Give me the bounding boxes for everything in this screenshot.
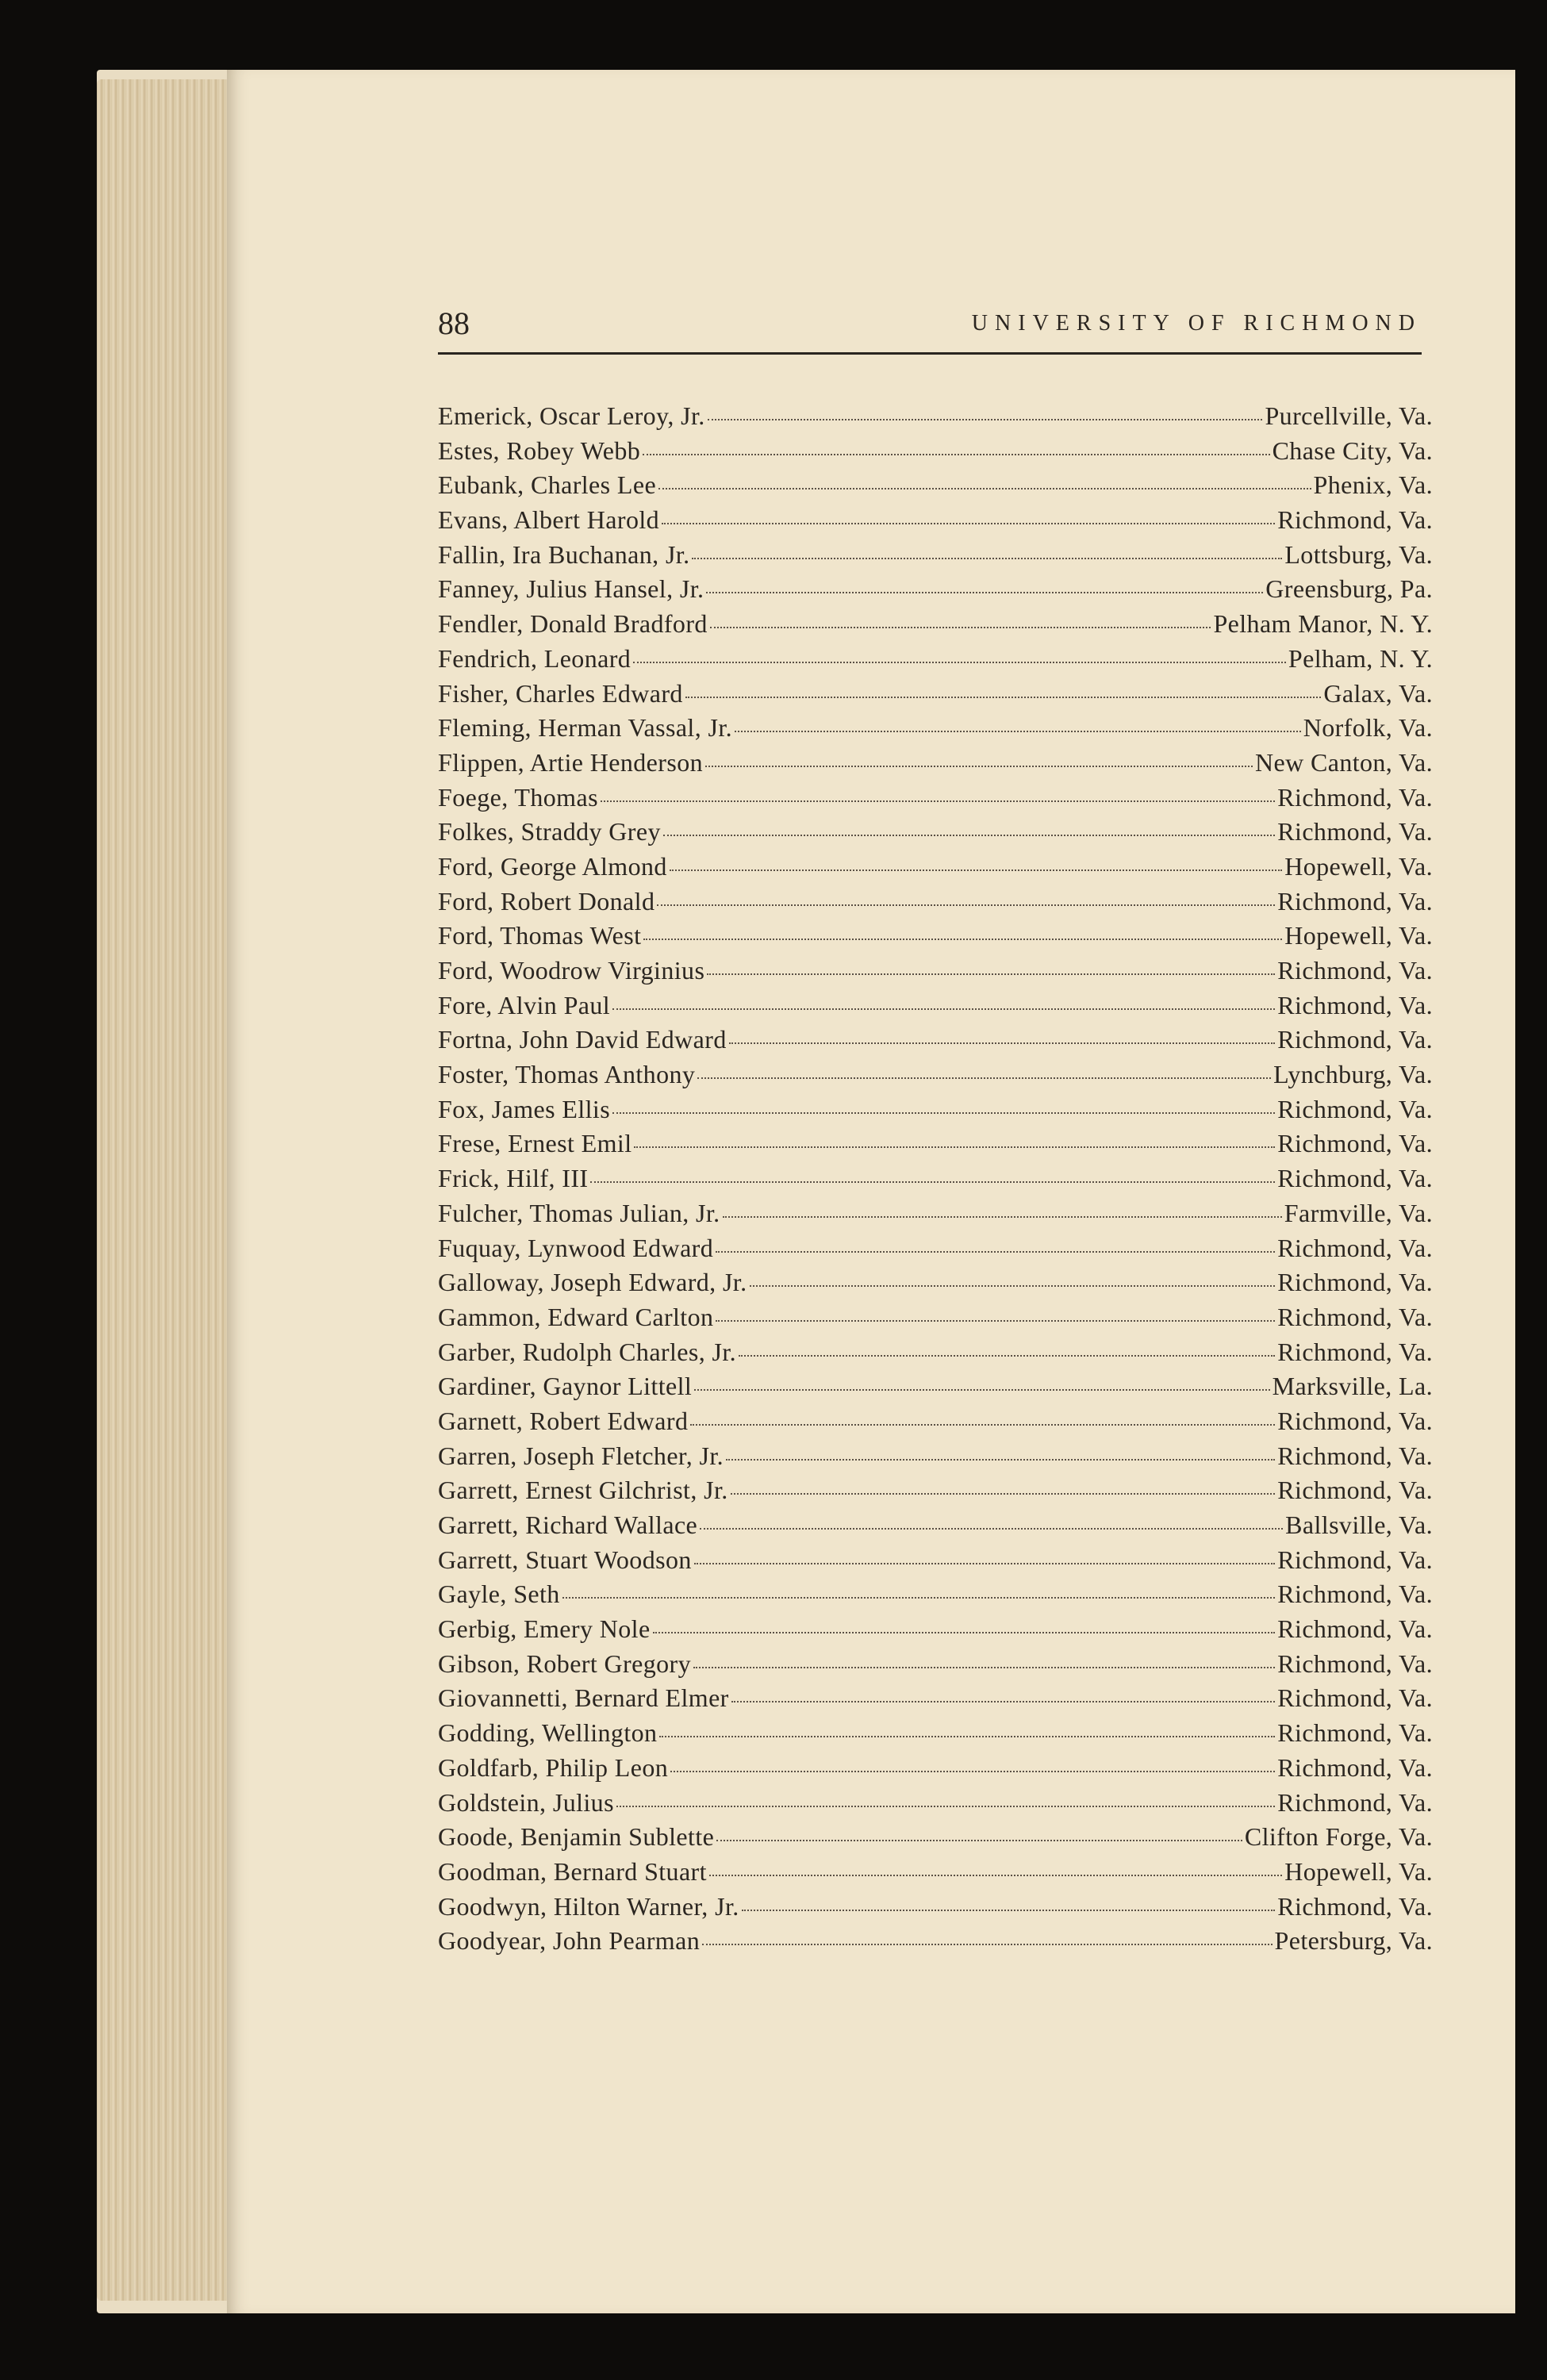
dot-leader xyxy=(590,1181,1275,1183)
roster-entry xyxy=(438,1718,1433,1753)
dot-leader xyxy=(705,766,1253,767)
hometown: Marksville, La. xyxy=(1272,1372,1433,1401)
dot-leader xyxy=(697,1077,1271,1079)
dot-leader xyxy=(706,592,1263,593)
dot-leader xyxy=(643,454,1269,455)
hometown: Lynchburg, Va. xyxy=(1273,1060,1433,1089)
dot-leader xyxy=(612,1008,1275,1010)
hometown: Richmond, Va. xyxy=(1277,1787,1433,1817)
dot-leader xyxy=(690,1424,1275,1426)
dot-leader xyxy=(634,1146,1275,1148)
hometown: Norfolk, Va. xyxy=(1303,713,1433,743)
hometown: Purcellville, Va. xyxy=(1265,401,1433,430)
dot-leader xyxy=(663,835,1275,836)
dot-leader xyxy=(612,1112,1275,1114)
hometown: Richmond, Va. xyxy=(1277,1025,1433,1054)
hometown: Lottsburg, Va. xyxy=(1284,539,1433,569)
hometown: New Canton, Va. xyxy=(1254,747,1433,777)
dot-leader xyxy=(735,731,1301,732)
dot-leader xyxy=(659,1736,1275,1737)
roster-entry xyxy=(438,1545,1433,1580)
roster-entry xyxy=(438,1788,1433,1823)
student-name: Garrett, Stuart Woodson xyxy=(438,1545,692,1574)
dot-leader xyxy=(710,627,1211,628)
hometown: Richmond, Va. xyxy=(1277,1441,1433,1470)
student-name: Frese, Ernest Emil xyxy=(438,1129,632,1158)
student-name: Goode, Benjamin Sublette xyxy=(438,1822,715,1852)
hometown: Richmond, Va. xyxy=(1277,1233,1433,1262)
roster-entry xyxy=(438,609,1433,644)
student-name: Galloway, Joseph Edward, Jr. xyxy=(438,1268,747,1297)
roster-entry xyxy=(438,748,1433,783)
roster-entry xyxy=(438,1407,1433,1441)
hometown: Phenix, Va. xyxy=(1313,470,1433,500)
student-name: Gammon, Edward Carlton xyxy=(438,1302,714,1331)
roster-entry xyxy=(438,540,1433,575)
dot-leader xyxy=(709,1875,1282,1876)
student-name: Garrett, Richard Wallace xyxy=(438,1511,698,1539)
dot-leader xyxy=(707,973,1275,975)
student-name: Emerick, Oscar Leroy, Jr. xyxy=(438,401,705,430)
roster-entry xyxy=(438,1199,1433,1234)
student-name: Giovannetti, Bernard Elmer xyxy=(438,1683,729,1713)
student-name: Fore, Alvin Paul xyxy=(438,990,611,1019)
hometown: Richmond, Va. xyxy=(1277,505,1433,535)
dot-leader xyxy=(643,939,1282,940)
dot-leader xyxy=(731,1701,1276,1702)
student-name: Goldstein, Julius xyxy=(438,1787,614,1817)
hometown: Richmond, Va. xyxy=(1277,1302,1433,1331)
hometown: Ballsville, Va. xyxy=(1285,1511,1433,1539)
hometown: Richmond, Va. xyxy=(1277,1718,1433,1748)
roster-entry xyxy=(438,1234,1433,1269)
dot-leader xyxy=(633,662,1286,663)
roster-entry xyxy=(438,1060,1433,1095)
dot-leader xyxy=(702,1944,1272,1945)
student-name: Fleming, Herman Vassal, Jr. xyxy=(438,713,733,743)
roster-entry xyxy=(438,1268,1433,1303)
roster-entry xyxy=(438,887,1433,922)
dot-leader xyxy=(685,697,1322,698)
roster-entry xyxy=(438,1614,1433,1649)
dot-leader xyxy=(723,1216,1282,1218)
hometown: Richmond, Va. xyxy=(1277,1614,1433,1644)
roster-entry xyxy=(438,1372,1433,1407)
student-name: Ford, Thomas West xyxy=(438,921,642,950)
dot-leader xyxy=(694,1389,1269,1391)
roster-entry xyxy=(438,1649,1433,1684)
roster-entry xyxy=(438,1476,1433,1511)
hometown: Richmond, Va. xyxy=(1277,1164,1433,1193)
hometown: Richmond, Va. xyxy=(1277,1649,1433,1678)
roster-entry xyxy=(438,679,1433,714)
student-name: Garren, Joseph Fletcher, Jr. xyxy=(438,1441,724,1470)
roster-entry xyxy=(438,1025,1433,1060)
student-name: Estes, Robey Webb xyxy=(438,436,641,465)
roster-entry xyxy=(438,1095,1433,1130)
dot-leader xyxy=(731,1493,1276,1495)
roster-entry xyxy=(438,1683,1433,1718)
hometown: Hopewell, Va. xyxy=(1284,921,1433,950)
roster-entry xyxy=(438,1857,1433,1892)
hometown: Petersburg, Va. xyxy=(1274,1926,1433,1956)
dot-leader xyxy=(694,1563,1276,1564)
dot-leader xyxy=(739,1355,1275,1357)
hometown: Richmond, Va. xyxy=(1277,1752,1433,1782)
hometown: Richmond, Va. xyxy=(1277,1545,1433,1574)
student-name: Fox, James Ellis xyxy=(438,1094,611,1123)
hometown: Richmond, Va. xyxy=(1277,1094,1433,1123)
roster-entry xyxy=(438,1303,1433,1338)
student-name: Fisher, Charles Edward xyxy=(438,678,683,708)
roster-entry xyxy=(438,1511,1433,1545)
roster-entry xyxy=(438,1580,1433,1614)
hometown: Richmond, Va. xyxy=(1277,1268,1433,1297)
student-name: Gayle, Seth xyxy=(438,1580,560,1609)
roster-entry xyxy=(438,574,1433,609)
dot-leader xyxy=(670,869,1282,871)
hometown: Richmond, Va. xyxy=(1277,1476,1433,1505)
roster-entry xyxy=(438,1892,1433,1927)
student-name: Fendler, Donald Bradford xyxy=(438,609,708,639)
student-name: Goodman, Bernard Stuart xyxy=(438,1856,707,1886)
dot-leader xyxy=(708,419,1263,420)
roster-entry xyxy=(438,956,1433,991)
student-name: Fulcher, Thomas Julian, Jr. xyxy=(438,1198,720,1227)
running-title: UNIVERSITY OF RICHMOND xyxy=(971,311,1422,336)
hometown: Chase City, Va. xyxy=(1272,436,1433,465)
dot-leader xyxy=(692,558,1282,559)
student-name: Gerbig, Emery Nole xyxy=(438,1614,651,1644)
student-roster xyxy=(438,401,1433,1961)
hometown: Hopewell, Va. xyxy=(1284,1856,1433,1886)
dot-leader xyxy=(616,1806,1275,1807)
roster-entry xyxy=(438,852,1433,887)
hometown: Farmville, Va. xyxy=(1284,1198,1433,1227)
page-edges xyxy=(97,79,230,2301)
student-name: Eubank, Charles Lee xyxy=(438,470,657,500)
roster-entry xyxy=(438,401,1433,436)
dot-leader xyxy=(700,1528,1283,1530)
roster-entry xyxy=(438,1926,1433,1961)
roster-entry xyxy=(438,1164,1433,1199)
dot-leader xyxy=(653,1632,1276,1633)
hometown: Richmond, Va. xyxy=(1277,886,1433,916)
student-name: Flippen, Artie Henderson xyxy=(438,747,703,777)
student-name: Goodwyn, Hilton Warner, Jr. xyxy=(438,1891,739,1921)
roster-entry xyxy=(438,991,1433,1026)
student-name: Gibson, Robert Gregory xyxy=(438,1649,691,1678)
roster-entry xyxy=(438,817,1433,852)
student-name: Gardiner, Gaynor Littell xyxy=(438,1372,693,1401)
roster-entry xyxy=(438,1129,1433,1164)
student-name: Frick, Hilf, III xyxy=(438,1164,589,1193)
student-name: Garnett, Robert Edward xyxy=(438,1406,689,1435)
hometown: Greensburg, Pa. xyxy=(1265,574,1433,604)
student-name: Ford, Robert Donald xyxy=(438,886,655,916)
student-name: Fallin, Ira Buchanan, Jr. xyxy=(438,539,690,569)
hometown: Clifton Forge, Va. xyxy=(1244,1822,1433,1852)
roster-entry xyxy=(438,783,1433,818)
roster-entry xyxy=(438,713,1433,748)
dot-leader xyxy=(742,1910,1276,1911)
roster-entry xyxy=(438,505,1433,540)
roster-entry xyxy=(438,1441,1433,1476)
dot-leader xyxy=(716,1320,1275,1322)
dot-leader xyxy=(716,1840,1242,1841)
student-name: Godding, Wellington xyxy=(438,1718,658,1748)
roster-entry xyxy=(438,921,1433,956)
student-name: Folkes, Straddy Grey xyxy=(438,817,661,846)
hometown: Richmond, Va. xyxy=(1277,990,1433,1019)
roster-entry xyxy=(438,1338,1433,1372)
student-name: Fuquay, Lynwood Edward xyxy=(438,1233,714,1262)
hometown: Hopewell, Va. xyxy=(1284,851,1433,881)
hometown: Richmond, Va. xyxy=(1277,1891,1433,1921)
dot-leader xyxy=(729,1042,1276,1044)
page-number: 88 xyxy=(438,305,470,341)
dot-leader xyxy=(693,1667,1275,1668)
student-name: Garrett, Ernest Gilchrist, Jr. xyxy=(438,1476,728,1505)
roster-entry xyxy=(438,470,1433,505)
student-name: Evans, Albert Harold xyxy=(438,505,660,535)
student-name: Fanney, Julius Hansel, Jr. xyxy=(438,574,704,604)
dot-leader xyxy=(658,488,1311,489)
hometown: Richmond, Va. xyxy=(1277,1683,1433,1713)
student-name: Fortna, John David Edward xyxy=(438,1025,727,1054)
dot-leader xyxy=(657,904,1275,906)
hometown: Richmond, Va. xyxy=(1277,1580,1433,1609)
dot-leader xyxy=(562,1597,1276,1599)
dot-leader xyxy=(750,1285,1276,1287)
dot-leader xyxy=(670,1771,1275,1772)
roster-entry xyxy=(438,436,1433,471)
hometown: Pelham, N. Y. xyxy=(1288,643,1433,673)
hometown: Richmond, Va. xyxy=(1277,817,1433,846)
student-name: Garber, Rudolph Charles, Jr. xyxy=(438,1337,737,1366)
student-name: Foege, Thomas xyxy=(438,782,598,812)
hometown: Pelham Manor, N. Y. xyxy=(1213,609,1433,639)
student-name: Goldfarb, Philip Leon xyxy=(438,1752,669,1782)
roster-entry xyxy=(438,1753,1433,1788)
dot-leader xyxy=(726,1459,1275,1461)
hometown: Richmond, Va. xyxy=(1277,1406,1433,1435)
dot-leader xyxy=(716,1251,1275,1253)
roster-entry xyxy=(438,644,1433,679)
roster-entry xyxy=(438,1822,1433,1857)
dot-leader xyxy=(662,523,1275,524)
running-head xyxy=(438,305,1422,355)
hometown: Richmond, Va. xyxy=(1277,1337,1433,1366)
student-name: Fendrich, Leonard xyxy=(438,643,631,673)
hometown: Galax, Va. xyxy=(1323,678,1433,708)
hometown: Richmond, Va. xyxy=(1277,1129,1433,1158)
student-name: Goodyear, John Pearman xyxy=(438,1926,701,1956)
student-name: Foster, Thomas Anthony xyxy=(438,1060,696,1089)
student-name: Ford, George Almond xyxy=(438,851,667,881)
student-name: Ford, Woodrow Virginius xyxy=(438,956,705,985)
hometown: Richmond, Va. xyxy=(1277,956,1433,985)
hometown: Richmond, Va. xyxy=(1277,782,1433,812)
dot-leader xyxy=(601,800,1275,802)
